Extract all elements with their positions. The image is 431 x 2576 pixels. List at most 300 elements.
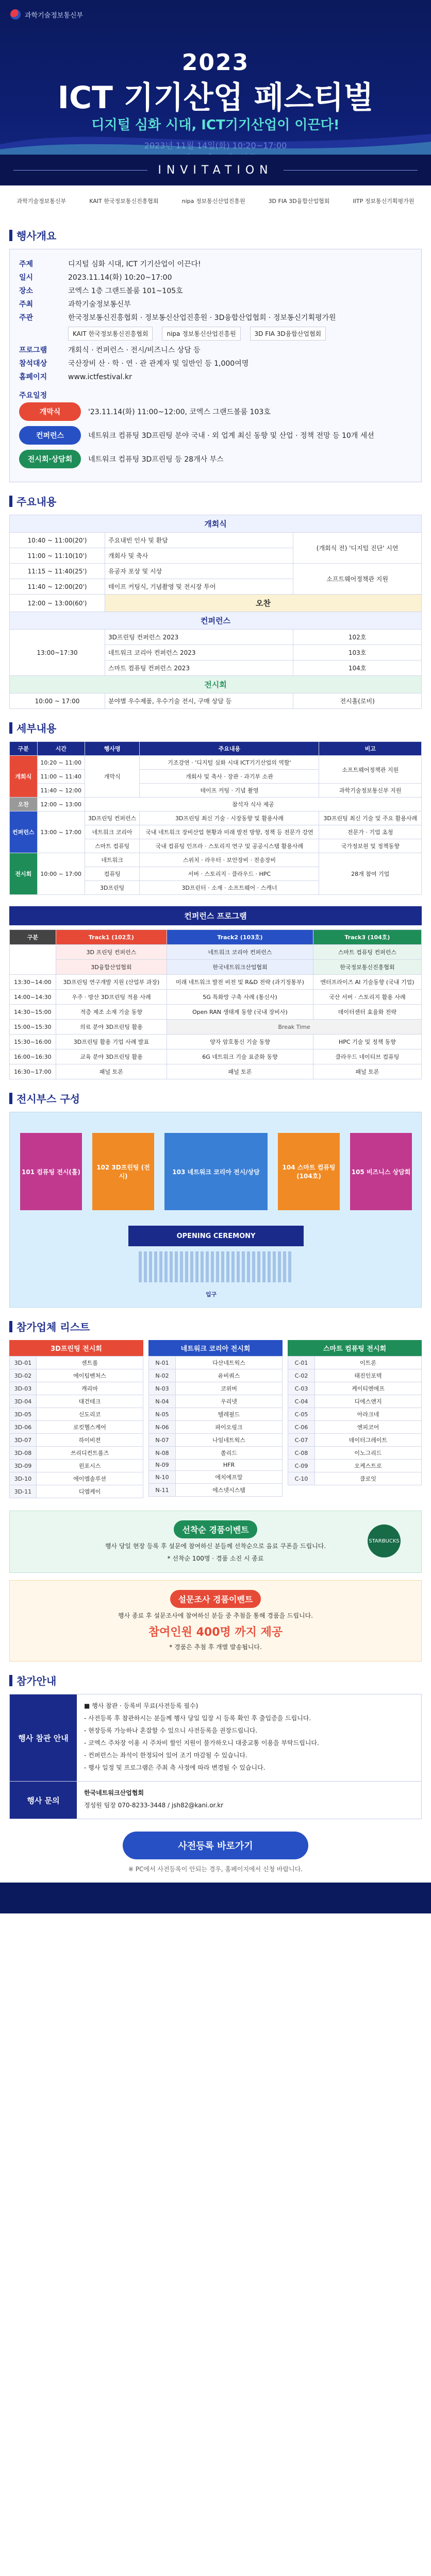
overview-key: 참석대상 [19,360,47,368]
cell-time: 11:00 ~ 11:40 [37,770,85,784]
guide-line: - 사전등록 후 참관하시는 분들께 행사 당일 입장 시 등록 확인 후 출입증을 드립니다. [84,1715,311,1722]
cell-session: 3D프린팅 연구개발 지원 (산업부 과장) [56,975,167,990]
cell-note: 3D프린팅 최신 기술 및 주요 활용사례 [319,811,422,825]
cell-name: 3D프린팅 [85,881,140,895]
program-heading-text: 주요내용 [16,496,57,508]
overview-value: 과학기술정보통신부 [68,300,131,309]
booth-number: C-07 [288,1434,315,1447]
cell-time: 11:15 ~ 11:40(25') [10,564,105,579]
cell-note: 소프트웨어정책관 지원 [319,756,422,784]
heading-bar [9,1093,12,1104]
cell-note: 전문가 · 기업 초청 [319,825,422,839]
partners-columns [9,1340,422,1498]
overview-key: 장소 [19,287,34,295]
cell-time: 12:00 ~ 13:00(60') [10,595,105,612]
cell-time: 15:30~16:00 [10,1035,56,1049]
booth-number: 3D-11 [10,1485,37,1498]
cell-room: 전시홀(로비) [293,693,422,709]
hero-subtitle: 디지털 심화 시대, ICT기기산업이 이끈다! [91,117,340,133]
subtheme-cell: 한국정보통신진흥협회 [313,960,421,975]
cell-content: 국내 컴퓨팅 인프라 · 스토리지 연구 및 공공시스템 활용사례 [140,839,319,853]
partner-name: 캐리마 [37,1382,143,1395]
cell-room: 102호 [293,630,422,645]
partner-row [288,1395,422,1408]
guide-line: - 현장등록 가능하나 혼잡할 수 있으니 사전등록을 권장드립니다. [84,1727,258,1734]
partner-name: 엔피코어 [315,1421,422,1434]
booth-number: C-06 [288,1421,315,1434]
table-row [10,1020,422,1035]
ministry-name: 과학기술정보통신부 [25,11,84,20]
cell-desc: 스마트 컴퓨팅 컨퍼런스 2023 [105,660,293,676]
table-row [10,1049,422,1064]
booth-number: 3D-08 [10,1447,37,1460]
partner-row [10,1472,143,1485]
partner-name: 에이엠솔루션 [37,1472,143,1485]
theme-cell: 네트워크 코리아 컨퍼런스 [167,945,313,960]
booth-number: 3D-09 [10,1460,37,1472]
ministry-logo [10,9,83,20]
schedule-item [19,426,412,445]
partner-row [149,1395,283,1408]
partner-list [9,1356,143,1498]
guide-line: - 행사 일정 및 프로그램은 주최 측 사정에 따라 변경될 수 있습니다. [84,1764,266,1771]
partner-row [288,1408,422,1421]
cell-name: 컴퓨팅 [85,867,140,881]
table-row [10,533,422,548]
event-tag: 선착순 경품이벤트 [174,1520,257,1538]
table-row [10,595,422,612]
booth-number: 3D-05 [10,1408,37,1421]
invitation-bar [0,155,431,185]
table-row [10,693,422,709]
guide-lines [77,1694,421,1781]
booth-number: N-06 [149,1421,176,1434]
coffee-cup-icon: STARBUCKS [368,1524,401,1557]
divider-line [13,170,147,171]
cell-content: 서버 · 스토리지 · 클라우드 · HPC [140,867,319,881]
entrance-label: 입구 [206,1291,217,1298]
overview-row [19,258,412,271]
cell-session: 클라우드 네이티브 컴퓨팅 [313,1049,421,1064]
floor-plan [9,1112,422,1308]
cell-desc: 개회사 및 축사 [105,548,293,564]
cell-name: 개막식 [85,756,140,798]
partner-name: 신도리코 [37,1408,143,1421]
cell-note: 소프트웨어정책관 지원 [293,564,422,595]
program-table [9,515,422,709]
organizer-logos [0,185,431,216]
booth-number: C-04 [288,1395,315,1408]
schedule-text: 네트워크 컴퓨팅 3D프린팅 분야 국내 · 외 업계 최신 동향 및 산업 · 정책 전망 등 10개 세션 [88,432,374,440]
partner-row [288,1369,422,1382]
subtheme-cell: 한국네트워크산업협회 [167,960,313,975]
cell-session: 교육 분야 3D프린팅 활용 [56,1049,167,1064]
overview-key: 주제 [19,260,34,268]
cell-time: 13:00~17:30 [10,630,105,676]
booth-number: N-10 [149,1471,176,1484]
partner-row [288,1472,422,1485]
cell-time: 13:30~14:00 [10,975,56,990]
col-header: 행사명 [85,742,140,756]
hero-banner [0,0,431,216]
cell-blank [10,945,56,975]
booth-104: 104 스마트 컴퓨팅 (104호) [278,1133,340,1210]
guide-key: 행사 참관 안내 [10,1694,77,1781]
booth-number: N-02 [149,1369,176,1382]
detail-heading-text: 세부내용 [16,722,57,735]
overview-value: 한국정보통신진흥협회 · 정보통신산업진흥원 · 3D융합산업협회 · 정보통신기획평가원 [68,314,336,322]
table-row [10,564,422,579]
partner-list [148,1356,283,1497]
cell-content: 테이프 커팅 · 기념 촬영 [140,784,319,798]
cell-session: 3D프린팅 활용 기업 사례 발표 [56,1035,167,1049]
cell-session: 6G 네트워크 기술 표준화 동향 [167,1049,313,1064]
partner-column-title: 네트워크 코리아 전시회 [148,1340,283,1356]
partner-name: 다산네트웍스 [176,1357,283,1369]
overview-row [19,344,412,357]
guide-box [9,1694,422,1819]
taegeuk-icon [10,9,21,20]
booth-number: 3D-02 [10,1369,37,1382]
logo-kait: KAIT 한국정보통신진흥협회 [89,198,159,205]
cell-content: 기조강연 · '디지털 심화 시대 ICT기기산업의 역할' [140,756,319,770]
cell-session: Open RAN 생태계 동향 (국내 장비사) [167,1005,313,1020]
cell-time: 11:40 ~ 12:00 [37,784,85,798]
wave-decoration [0,124,431,155]
booth-number: 3D-03 [10,1382,37,1395]
booth-101: 101 컴퓨팅 전시(홀) [20,1133,82,1210]
divider-line [284,170,418,171]
cell-desc: 분야별 우수제품, 우수기술 전시, 구매 상담 등 [105,693,293,709]
partner-column-network [148,1340,283,1498]
program-heading [9,494,422,509]
cell-session: 적층 제조 소재 기술 동향 [56,1005,167,1020]
partner-column-computing [288,1340,422,1498]
overview-value: 디지털 심화 시대, ICT 기기산업이 이끈다! [68,260,201,268]
overview-section [9,228,422,482]
guide-line: - 컨퍼런스는 좌석이 한정되어 있어 조기 마감될 수 있습니다. [84,1752,247,1759]
partner-row [288,1447,422,1460]
detail-section [9,720,422,895]
logo-nipa: nipa 정보통신산업진흥원 [162,327,240,341]
track-header: Track1 (102호) [56,930,167,945]
cell-session: 엔터프라이즈 AI 기술동향 (국내 기업) [313,975,421,990]
guide-heading [9,1673,422,1688]
partner-name: 유비쿼스 [176,1369,283,1382]
guide-line: - 코엑스 주차장 이용 시 주차비 할인 지원이 불가하오니 대중교통 이용을 부탁드립니다. [84,1739,319,1747]
hero-year: 2023 [181,49,250,76]
overview-key: 일시 [19,274,34,282]
overview-key: 주관 [19,314,34,322]
cell-desc: 주요내빈 인사 및 환담 [105,533,293,548]
cell-content: 3D프린터 · 소재 · 소프트웨어 · 스캐너 [140,881,319,895]
partner-name: 에스넷시스템 [176,1484,283,1497]
subtheme-cell: 3D융합산업협회 [56,960,167,975]
partner-row [149,1382,283,1395]
pre-register-button[interactable]: 사전등록 바로가기 [123,1832,308,1859]
opening-stage: OPENING CEREMONY [128,1226,304,1246]
table-row [10,784,422,798]
overview-row [19,311,412,325]
table-row [10,811,422,825]
col-header: 구분 [10,930,56,945]
cell-session: 국산 서버 · 스토리지 활용 사례 [313,990,421,1005]
table-row [10,798,422,811]
booth-number: 3D-10 [10,1472,37,1485]
logo-kait: KAIT 한국정보통신진흥협회 [68,327,153,341]
booth-number: C-05 [288,1408,315,1421]
partners-heading [9,1319,422,1334]
track-header: Track3 (104호) [313,930,421,945]
cell-content: 개회사 및 축사 · 장관 · 과기부 소관 [140,770,319,784]
cell-content: 3D프린팅 최신 기술 · 시장동향 및 활용사례 [140,811,319,825]
partner-row [149,1369,283,1382]
table-row [10,1005,422,1020]
partner-row [10,1369,143,1382]
partner-row [10,1408,143,1421]
partner-row [10,1421,143,1434]
overview-row [19,298,412,311]
table-row [10,756,422,770]
partner-row [288,1434,422,1447]
table-row [10,630,422,645]
booth-number: N-04 [149,1395,176,1408]
partner-name: 디에스앤지 [315,1395,422,1408]
heading-bar [9,230,12,241]
guide-line: ■ 행사 참관 · 등록비 무료(사전등록 필수) [84,1702,198,1709]
cell-content: 스위치 · 라우터 · 보안장비 · 전송장비 [140,853,319,867]
schedule-pill: 개막식 [19,402,81,421]
cell-time: 11:00 ~ 11:10(10') [10,548,105,564]
track-header: Track2 (103호) [167,930,313,945]
partner-name: 데이터그레이트 [315,1434,422,1447]
cell-content: 참석자 식사 제공 [85,798,421,811]
cell-time: 14:00~14:30 [10,990,56,1005]
partner-row [10,1447,143,1460]
cell-session: HPC 기술 및 정책 동향 [313,1035,421,1049]
table-row [10,1035,422,1049]
audience-seats [139,1251,293,1282]
logo-iitp: IITP 정보통신기획평가원 [353,198,415,205]
band-exhibition: 전시회 [10,676,422,693]
cta-area [9,1832,422,1873]
program-section [9,494,422,709]
overview-key: 프로그램 [19,346,47,354]
cell-room: 104호 [293,660,422,676]
overview-key: 홈페이지 [19,373,47,381]
col-header: 비고 [319,742,422,756]
partner-column-title: 3D프린팅 전시회 [9,1340,143,1356]
heading-bar [9,1675,12,1686]
guide-heading-text: 참가안내 [16,1675,57,1687]
partner-name: 나임네트웍스 [176,1434,283,1447]
schedule-text: 네트워크 컴퓨팅 3D프린팅 등 28개사 부스 [88,455,224,464]
table-row [10,990,422,1005]
theme-row [10,945,422,960]
table-row [10,853,422,867]
overview-row [19,284,412,298]
cta-note: ※ PC에서 사전등록이 안되는 경우, 홈페이지에서 신청 바랍니다. [128,1866,303,1873]
partner-name: 아라크네 [315,1408,422,1421]
floor-heading-text: 전시부스 구성 [16,1093,80,1105]
partner-name: 에치에프알 [176,1471,283,1484]
partner-name: 쏠리드 [176,1447,283,1460]
footer-bar [0,1883,431,1913]
partner-row [149,1357,283,1369]
heading-bar [9,722,12,734]
logo-ministry: 과학기술정보통신부 [16,198,67,205]
partners-heading-text: 참가업체 리스트 [16,1321,90,1333]
partner-name: 대건테크 [37,1395,143,1408]
partner-name: 쓰리디컨트롤즈 [37,1447,143,1460]
guide-row [10,1694,421,1782]
cell-category: 전시회 [10,853,38,895]
partner-row [149,1471,283,1484]
homepage-link[interactable]: www.ictfestival.kr [68,373,132,381]
booth-number: N-08 [149,1447,176,1460]
theme-cell: 3D 프린팅 컨퍼런스 [56,945,167,960]
partner-row [149,1460,283,1471]
overview-key: 주요일정 [19,392,47,400]
partner-name: 이노그리드 [315,1447,422,1460]
cell-desc: 테이프 커팅식, 기념촬영 및 전시장 투어 [105,579,293,595]
hero-title: ICT 기기산업 페스티벌 [57,80,374,116]
partner-name: 텔레필드 [176,1408,283,1421]
cell-session: 패널 토론 [167,1064,313,1079]
band-lunch: 오찬 [105,595,422,612]
guide-row [10,1782,421,1819]
partner-name: 케이티엔에프 [315,1382,422,1395]
cell-session: 5G 특화망 구축 사례 (통신사) [167,990,313,1005]
floor-section [9,1091,422,1308]
floor-heading [9,1091,422,1106]
cell-category: 컨퍼런스 [10,811,38,853]
cell-session: 미래 네트워크 발전 비전 및 R&D 전략 (과기정통부) [167,975,313,990]
heading-bar [9,1321,12,1332]
overview-key: 주최 [19,300,34,309]
partner-column-3d [9,1340,143,1498]
partner-name: 로킷헬스케어 [37,1421,143,1434]
booth-number: 3D-07 [10,1434,37,1447]
cell-category: 개회식 [10,756,38,798]
overview-row [19,271,412,284]
partner-name: 디엠케이 [37,1485,143,1498]
partner-row [10,1485,143,1498]
cell-session: 패널 토론 [313,1064,421,1079]
guide-key: 행사 문의 [10,1782,77,1819]
cell-session: 의료 분야 3D프린팅 활용 [56,1020,167,1035]
overview-heading-text: 행사개요 [16,230,57,242]
partner-name: 우리넷 [176,1395,283,1408]
booth-number: C-10 [288,1472,315,1485]
conference-section [9,906,422,1079]
cell-name: 네트워크 코리아 [85,825,140,839]
partner-name: 윈포시스 [37,1460,143,1472]
cell-time: 10:20 ~ 11:00 [37,756,85,770]
booth-number: 3D-01 [10,1357,37,1369]
cell-time: 10:00 ~ 17:00 [10,693,105,709]
booth-number: C-09 [288,1460,315,1472]
cell-name: 네트워크 [85,853,140,867]
schedule-text: '23.11.14(화) 11:00~12:00, 코엑스 그랜드볼룸 103호 [88,408,271,416]
col-header: 구분 [10,742,38,756]
booth-number: N-11 [149,1484,176,1497]
cell-desc: 네트워크 코리아 컨퍼런스 2023 [105,645,293,660]
booth-number: 3D-04 [10,1395,37,1408]
booth-number: C-01 [288,1357,315,1369]
partner-row [149,1447,283,1460]
partner-row [288,1382,422,1395]
detail-heading [9,720,422,735]
cell-session: 데이터센터 효율화 전략 [313,1005,421,1020]
partner-row [10,1357,143,1369]
guide-line: 한국네트워크산업협회 [84,1789,144,1797]
logo-nipa: nipa 정보통신산업진흥원 [181,198,245,205]
cell-note: 국가정보원 및 정책동향 [319,839,422,853]
overview-value: 코엑스 1층 그랜드볼룸 101~105호 [68,287,183,295]
overview-row [19,389,412,402]
event-tag: 설문조사 경품이벤트 [170,1590,261,1608]
cell-time: 13:00 ~ 17:00 [37,811,85,853]
partner-row [10,1395,143,1408]
overview-value: 국산장비 산 · 학 · 연 · 관 관계자 및 일반인 등 1,000여명 [68,360,249,368]
cell-desc: 유공자 포상 및 시상 [105,564,293,579]
cell-category: 오찬 [10,798,38,811]
detail-table [9,741,422,895]
booth-number: C-03 [288,1382,315,1395]
schedule-item [19,402,412,421]
cell-time: 12:00 ~ 13:00 [37,798,85,811]
theme-cell: 스마트 컴퓨팅 컨퍼런스 [313,945,421,960]
contact-line: 정성원 팀장 070-8233-3448 / jsh82@kani.or.kr [84,1802,224,1809]
partner-name: 하이비젼 [37,1434,143,1447]
cell-session: 양자 암호통신 기술 동향 [167,1035,313,1049]
cell-time: 15:00~15:30 [10,1020,56,1035]
cell-name: 3D프린팅 컨퍼런스 [85,811,140,825]
booth-number: C-08 [288,1447,315,1460]
event-subtext: * 경품은 추첨 후 개별 발송됩니다. [169,1643,262,1651]
partner-row [149,1434,283,1447]
col-header: 주요내용 [140,742,319,756]
cell-note: (개회식 전) '디지털 진단' 시연 [293,533,422,564]
cell-time: 16:30~17:00 [10,1064,56,1079]
table-row [10,975,422,990]
cell-time: 10:00 ~ 17:00 [37,853,85,895]
cell-desc: 3D프린팅 컨퍼런스 2023 [105,630,293,645]
partner-name: HFR [176,1460,283,1471]
cell-session: 패널 토론 [56,1064,167,1079]
partner-name: 오케스트로 [315,1460,422,1472]
cell-time: 10:40 ~ 11:00(20') [10,533,105,548]
event-text: 행사 종료 후 설문조사에 참여하신 분들 중 추첨을 통해 경품을 드립니다. [118,1612,313,1619]
partner-name: 태진인포텍 [315,1369,422,1382]
cell-time: 11:40 ~ 12:00(20') [10,579,105,595]
partner-row [10,1460,143,1472]
partner-name: 코위버 [176,1382,283,1395]
cell-time: 16:00~16:30 [10,1049,56,1064]
booth-number: C-02 [288,1369,315,1382]
guide-lines [77,1782,421,1819]
booth-number: N-05 [149,1408,176,1421]
schedule-pill: 전시회·상담회 [19,450,81,468]
partner-row [10,1434,143,1447]
booth-number: 3D-06 [10,1421,37,1434]
survey-event [9,1580,422,1662]
booth-105: 105 비즈니스 상담회 [350,1133,412,1210]
col-header: 시간 [37,742,85,756]
partner-name: 클로잇 [315,1472,422,1485]
partners-section [9,1319,422,1498]
